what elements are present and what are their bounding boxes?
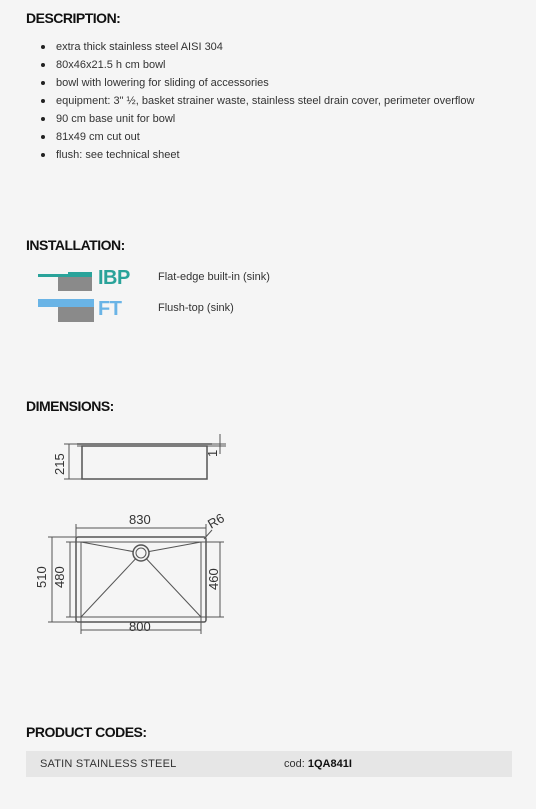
installation-item-ft (38, 296, 338, 322)
flush-top-icon (38, 296, 98, 322)
description-item: bowl with lowering for sliding of accessories (40, 74, 474, 92)
outer-depth-label: 510 (34, 566, 49, 588)
installation-code-ft: FT (98, 298, 122, 320)
side-height-label: 215 (52, 453, 67, 475)
installation-label-ibp: Flat-edge built-in (sink) (158, 271, 270, 283)
description-item: 80x46x21.5 h cm bowl (40, 56, 474, 74)
product-code-value: 1QA841I (307, 758, 352, 770)
description-item: extra thick stainless steel AISI 304 (40, 38, 474, 56)
description-list (40, 38, 474, 164)
inner-depth-label: 480 (52, 566, 67, 588)
side-rim-label: 1 (205, 449, 220, 457)
installation-item-ibp (38, 265, 338, 291)
description-title: DESCRIPTION: (26, 10, 121, 26)
installation-label-ft: Flush-top (sink) (158, 302, 234, 314)
installation-code-ibp: IBP (98, 267, 130, 289)
product-code (284, 758, 352, 770)
description-item: equipment: 3" ½, basket strainer waste, stainless steel drain cover, perimeter overflow (40, 92, 474, 110)
flat-edge-built-in-icon (38, 265, 98, 291)
radius-label: R6 (205, 510, 227, 532)
dimensions-title: DIMENSIONS: (26, 398, 114, 414)
description-item: 81x49 cm cut out (40, 128, 474, 146)
top-view (48, 524, 224, 634)
description-item: flush: see technical sheet (40, 146, 474, 164)
inner-width-label: 800 (129, 619, 151, 634)
installation-title: INSTALLATION: (26, 237, 125, 253)
product-finish: SATIN STAINLESS STEEL (40, 758, 177, 770)
right-depth-label: 460 (206, 568, 221, 590)
product-codes-title: PRODUCT CODES: (26, 724, 147, 740)
description-item: 90 cm base unit for bowl (40, 110, 474, 128)
dimension-drawing (0, 420, 260, 650)
side-view (64, 434, 226, 479)
outer-width-label: 830 (129, 512, 151, 527)
product-code-row (26, 751, 512, 777)
product-code-label: cod: (284, 758, 305, 770)
